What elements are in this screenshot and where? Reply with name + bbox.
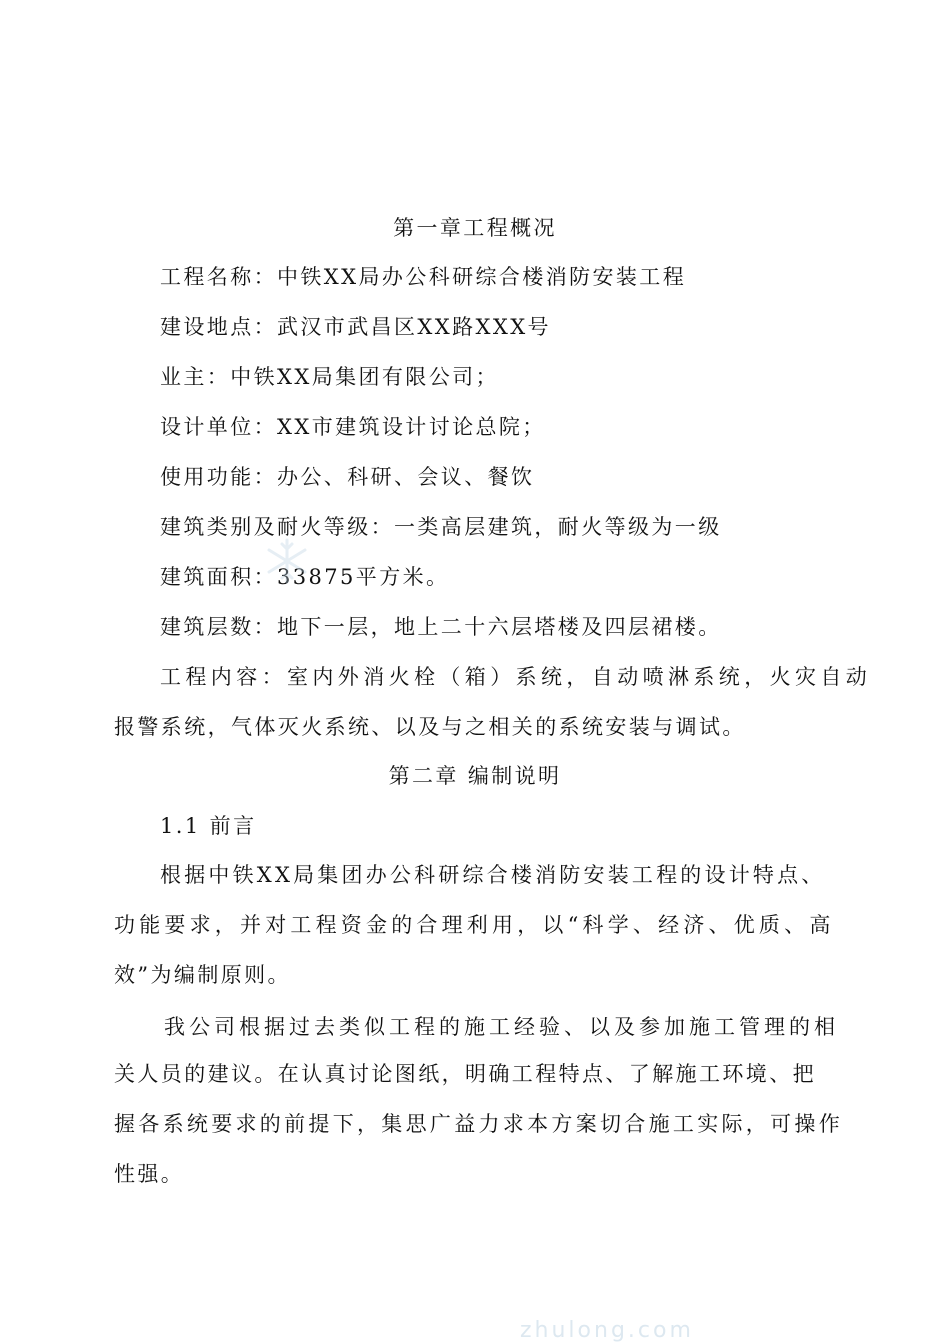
floors-line: 建筑层数：地下一层，地上二十六层塔楼及四层裙楼。 <box>160 615 722 639</box>
para2-line-1: 我公司根据过去类似工程的施工经验、以及参加施工管理的相 <box>164 1015 839 1039</box>
fire-rating-line: 建筑类别及耐火等级：一类高层建筑，耐火等级为一级 <box>160 515 722 539</box>
snowflake-watermark-icon <box>262 536 312 586</box>
owner-line: 业主：中铁XX局集团有限公司； <box>160 365 499 389</box>
designer-line: 设计单位：XX市建筑设计讨论总院； <box>160 415 546 439</box>
section-heading-preface: 1.1 前言 <box>160 814 257 838</box>
content-line-2: 报警系统，气体灭火系统、以及与之相关的系统安装与调试。 <box>114 715 746 739</box>
para2-line-2: 关人员的建议。在认真讨论图纸，明确工程特点、了解施工环境、把 <box>114 1062 816 1086</box>
function-line: 使用功能：办公、科研、会议、餐饮 <box>160 465 535 489</box>
area-line: 建筑面积：33875平方米。 <box>160 565 450 589</box>
location-line: 建设地点：武汉市武昌区XX路XXX号 <box>160 315 551 339</box>
para1-line-1: 根据中铁XX局集团办公科研综合楼消防安装工程的设计特点、 <box>160 863 826 887</box>
para1-line-2: 功能要求，并对工程资金的合理利用，以“科学、经济、优质、高 <box>114 913 835 937</box>
para1-line-3: 效”为编制原则。 <box>114 963 291 987</box>
content-line-1: 工程内容：室内外消火栓（箱）系统，自动喷淋系统，火灾自动 <box>160 665 872 689</box>
chapter1-title: 第一章工程概况 <box>393 216 557 240</box>
footer-watermark: zhulong.com <box>520 1318 694 1343</box>
para2-line-3: 握各系统要求的前提下，集思广益力求本方案切合施工实际，可操作 <box>114 1112 843 1136</box>
para2-line-4: 性强。 <box>114 1162 185 1186</box>
project-name-line: 工程名称：中铁XX局办公科研综合楼消防安装工程 <box>160 265 687 289</box>
chapter2-title: 第二章 编制说明 <box>388 764 562 788</box>
